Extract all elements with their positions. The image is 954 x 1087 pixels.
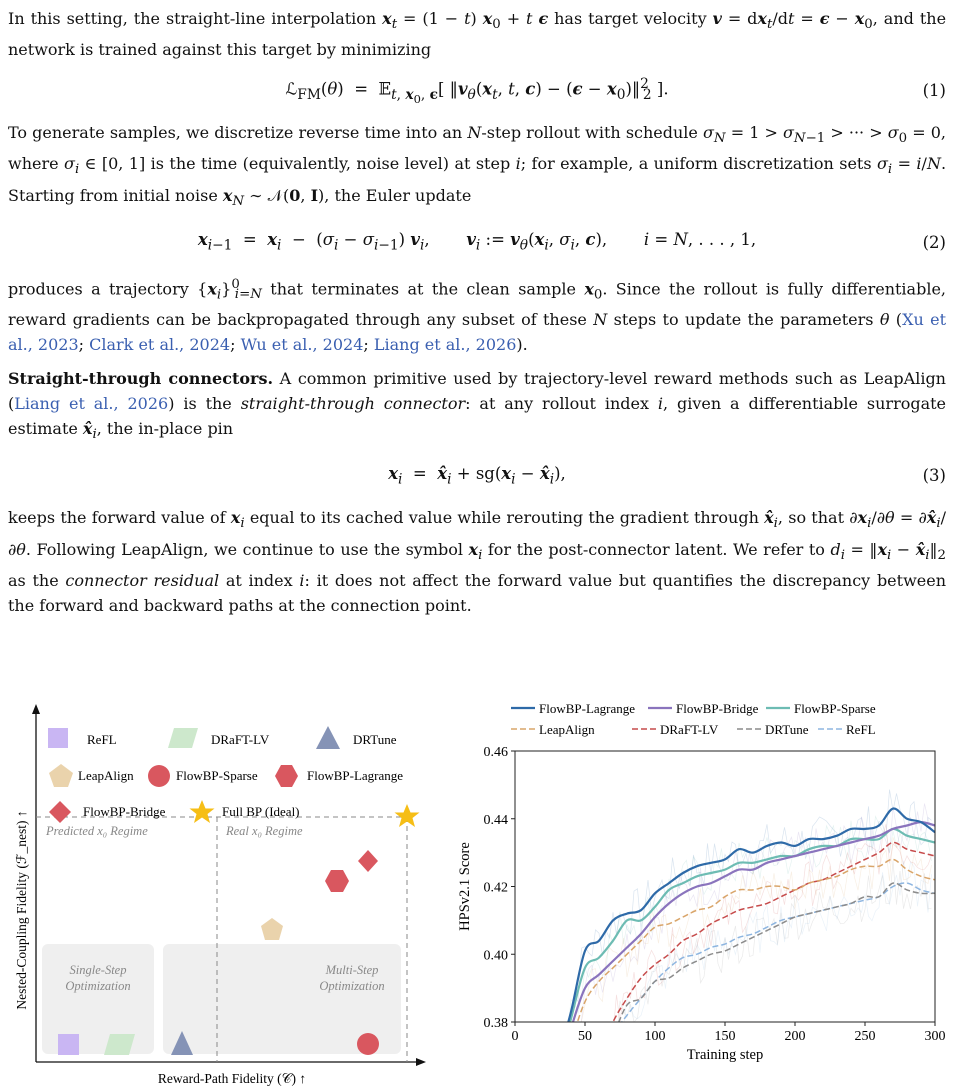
citation-liang-2[interactable]: Liang et al., 2026 [14,394,169,414]
x-tick-label: 0 [511,1029,519,1044]
legend-label-flowbp-sparse: FlowBP-Sparse [794,701,876,716]
legend-drtune: DRTune [353,732,397,747]
fidelity-diagram [0,690,440,1087]
bridge-legend-diamond-icon [49,801,71,823]
draft-legend-parallelogram-icon [168,728,198,748]
axes-group [484,745,946,1044]
legend-label-draft-lv: DRaFT-LV [660,722,719,737]
equation-2: $x_{i-1} = x_i - (\sigma_i - \sigma_{i-1})$ $v_i$, $v_i$ := $v_\theta(x_i$, $\sigma_i$, c), i = N, . . . , 1, (2) [8,214,946,272]
multi-step-label-1: Multi-Step [325,963,379,977]
fullbp-legend-star-icon [190,800,215,823]
single-step-label-1: Single-Step [69,963,127,977]
legend-label-refl: ReFL [846,722,876,737]
x-tick-label: 100 [644,1029,666,1044]
refl-marker [58,1034,79,1055]
series-line-flowbp-bridge [557,822,935,1083]
chart-legend [511,701,876,737]
sparse-legend-circle-icon [148,765,170,787]
x-tick-label: 50 [578,1029,592,1044]
citation-clark[interactable]: Clark et al., 2024 [89,335,231,355]
legend-bridge: FlowBP-Bridge [83,804,166,819]
section-heading: Straight-through connectors. [8,369,274,389]
chart-y-label: HPSv2.1 Score [457,842,473,931]
legend-label-flowbp-bridge: FlowBP-Bridge [676,701,759,716]
x-tick-label: 300 [924,1029,946,1044]
lagrange-legend-hexagon-icon [275,765,298,787]
x-tick-label: 200 [784,1029,806,1044]
paragraph-1: In this setting, the straight-line interpolation $x_t = (1 - t) x_0 + t$ ϵ has target velocity $v = dx_t/dt = \epsilon - x_0$, and the network is trained against this target by minimizing [8,9,947,60]
y-tick-label: 0.40 [483,948,508,964]
bridge-marker [358,850,378,872]
y-tick-label: 0.46 [483,745,508,760]
legend-fullbp: Full BP (Ideal) [222,804,300,819]
lagrange-marker [325,870,349,892]
chart-x-label: Training step [686,1047,764,1063]
paragraph-5: keeps the forward value of $x_i$ equal to its cached value while rerouting the gradient through $x̂_i$, so that $\partial x_i/\partial\theta$ = $\partial x̂_i/\partial\theta$. Following LeapAlign, we continue to use the symbol $x_i$ for the post-connector latent. We refer to $d_i$ = $‖x_i$ − $x̂_i‖_2$ as the connector residual at index i: it does not affect the forward value but quantifies the discrepancy between the forward and backward paths at the connection point. [8,508,947,615]
equation-3-number: (3) [922,466,946,486]
paper-page [8,0,946,618]
single-step-label-2: Optimization [65,979,131,993]
figure-panel [0,690,954,1087]
equation-2-number: (2) [922,232,946,252]
citation-xu[interactable]: Xu et al., 2023 [8,310,947,355]
paragraph-4: Straight-through connectors. A common primitive used by trajectory-level reward methods such as LeapAlign (Liang et al., 2026) is the straight-through connector: at any rollout index i, given a differentiable surrogate estimate $x̂_i$, the in-place pin [8,369,947,443]
citation-liang[interactable]: Liang et al., 2026 [373,335,517,355]
paragraph-2: To generate samples, we discretize reverse time into an N-step rollout with schedule $\sigma_N = 1 > \sigma_{N-1}$ > ··· > $\sigma_0 = 0$, where $\sigma_i$ ∈ [0, 1] is the time (equivalently, noise level) at step i; for example, a uniform discretization sets $\sigma_i = i/N$. Starting from initial noise $x_N$ ∼ 𝒩(0, I), the Euler update [8,123,947,209]
hps-line-chart [454,690,954,1087]
legend-leapalign: LeapAlign [78,768,134,783]
y-tick-label: 0.42 [483,880,508,896]
y-tick-label: 0.44 [483,812,508,828]
fullbp-marker-star-icon [395,804,420,827]
citation-wu[interactable]: Wu et al., 2024 [240,335,364,355]
legend-label-leapalign: LeapAlign [539,722,595,737]
real-regime-label: Real x₀ Regime [226,824,303,838]
equation-1-number: (1) [922,81,946,101]
x-tick-label: 250 [854,1029,876,1044]
legend-label-drtune: DRTune [765,722,809,737]
legend-draft: DRaFT-LV [211,732,270,747]
legend-refl: ReFL [87,732,117,747]
y-axis-label: Nested-Coupling Fidelity (ℱ_nest) ↑ [14,810,29,1010]
legend-label-flowbp-lagrange: FlowBP-Lagrange [539,701,636,716]
y-axis-arrow-icon [32,704,40,714]
x-axis-arrow-icon [416,1058,426,1066]
multi-step-label-2: Optimization [319,979,385,993]
leapalign-legend-pentagon-icon [49,764,73,787]
drtune-legend-triangle-icon [316,726,340,749]
legend-sparse: FlowBP-Sparse [176,768,258,783]
leapalign-marker [261,918,283,940]
legend-lagrange: FlowBP-Lagrange [307,768,404,783]
x-tick-label: 150 [714,1029,736,1044]
equation-1: ℒ$_{FM}$(θ) = 𝔼$_{t, x_0, \epsilon}$[ $‖v_\theta(x_t$, t, $c) - (\epsilon - x_0)‖^2_2$ ]. (1) [285,75,946,106]
sparse-marker [357,1033,379,1055]
predicted-regime-label: Predicted x₀ Regime [46,824,148,838]
equation-3: $x_i$ = $x̂_i + sg(x_i$ − $x̂_i$), (3) [8,447,946,505]
paragraph-3: produces a trajectory $\{x_i\}^0_{i=N}$ that terminates at the clean sample $x_0$. Since the rollout is fully differentiable, reward gradients can be backpropagated through any subset of these N steps to update the parameters θ (Xu et al., 2023; Clark et al., 2024; Wu et al., 2024; Liang et al., 2026). [8,276,947,355]
y-tick-label: 0.38 [483,1016,508,1031]
x-axis-label: Reward-Path Fidelity (𝒞) ↑ [157,1071,307,1086]
refl-legend-square-icon [48,728,68,748]
